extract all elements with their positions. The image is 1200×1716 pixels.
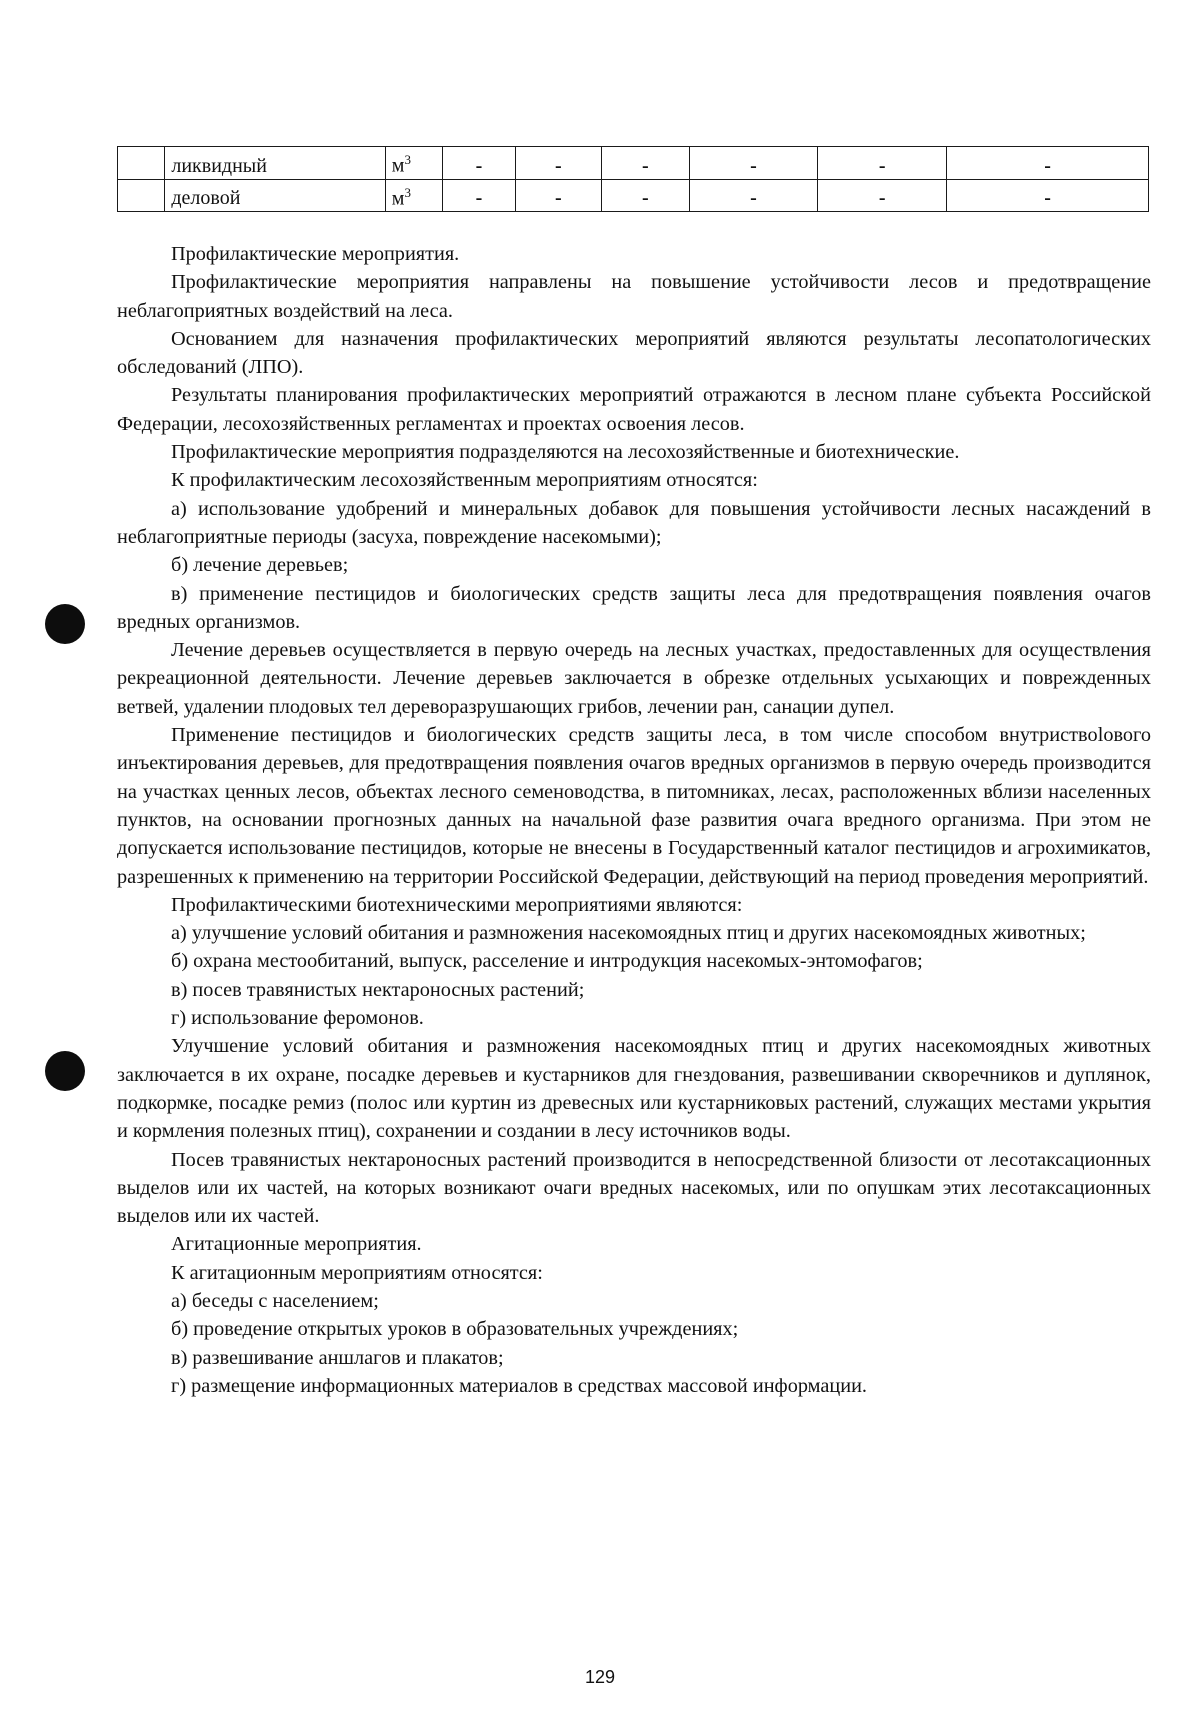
- paragraph: Применение пестицидов и биологических средств защиты леса, в том числе способом внутриствolового инъектирования деревьев, для предотвращения появления очагов вредных организмов в первую очередь производится на участках ценных лесов, объектах лесного семеноводства, в питомниках, лесах, расположенных вблизи населенных пунктов, на основании прогнозных данных на начальной фазе развития очага вредного организма. При этом не допускается использование пестицидов, которые не внесены в Государственный каталог пестицидов и агрохимикатов, разрешенных к применению на территории Российской Федерации, действующий на период проведения мероприятий.: [117, 724, 1151, 888]
- list-item: б) лечение деревьев;: [171, 554, 349, 577]
- value-cell: -: [515, 147, 602, 180]
- list-item: г) использование феромонов.: [171, 1007, 424, 1030]
- value-cell: -: [818, 179, 947, 212]
- unit-exponent: 3: [404, 184, 411, 200]
- value-cell: -: [515, 179, 602, 212]
- document-body: [117, 240, 1151, 1400]
- row-number-cell: [118, 147, 165, 180]
- list-item: б) охрана местообитаний, выпуск, расселение и интродукция насекомых-энтомофагов;: [171, 950, 923, 973]
- value-cell: -: [602, 147, 690, 180]
- paragraph: Посев травянистых нектароносных растений производится в непосредственной близости от лесотаксационных выделов или их частей, на которых возникают очаги вредных насекомых, или по опушкам этих лесотаксационных выделов или их частей.: [117, 1148, 1151, 1228]
- unit-exponent: 3: [404, 152, 411, 167]
- paragraph: Основанием для назначения профилактических мероприятий являются результаты лесопатологических обследований (ЛПО).: [117, 327, 1151, 379]
- binder-hole-top: [45, 604, 85, 644]
- paragraph: Агитационные мероприятия.: [171, 1233, 422, 1256]
- volume-table-fragment: [117, 146, 1149, 212]
- list-item: в) развешивание аншлагов и плакатов;: [171, 1346, 504, 1369]
- paragraph: Результаты планирования профилактических мероприятий отражаются в лесном плане субъекта Российской Федерации, лесохозяйственных регламентах и проектах освоения лесов.: [117, 384, 1151, 435]
- value-cell: -: [947, 179, 1149, 212]
- row-unit-cell: [385, 147, 443, 180]
- paragraph: Лечение деревьев осуществляется в первую очередь на лесных участках, предоставленных для осуществления рекреационной деятельности. Лечение деревьев заключается в обрезке отдельных усыхающих и поврежденных ветвей, удалении плодовых тел дереворазрушающих грибов, лечении ран, санации дупел.: [117, 639, 1151, 718]
- value-cell: -: [602, 179, 690, 212]
- unit-base: м: [391, 187, 405, 210]
- paragraph: Улучшение условий обитания и размножения насекомоядных птиц и других насекомоядных животных заключается в их охране, посадке деревьев и кустарников для гнездования, развешивании скворечников и дуплянок, подкормке, посадке ремиз (полос или куртин из древесных или кустарниковых растений, служащих местами укрытия и кормления полезных птиц), сохранении и создании в лесу источников воды.: [117, 1035, 1151, 1143]
- list-item: г) размещение информационных материалов в средствах массовой информации.: [171, 1374, 867, 1397]
- list-item: в) посев травянистых нектароносных растений;: [171, 978, 585, 1001]
- page-number: 129: [584, 1667, 616, 1687]
- paragraph: Профилактические мероприятия направлены на повышение устойчивости лесов и предотвращение неблагоприятных воздействий на леса.: [117, 271, 1151, 322]
- paragraph: Профилактические мероприятия подразделяются на лесохозяйственные и биотехнические.: [171, 441, 960, 464]
- list-item: а) использование удобрений и минеральных добавок для повышения устойчивости лесных насаждений в неблагоприятные периоды (засуха, повреждение насекомыми);: [117, 497, 1151, 548]
- paragraph: Профилактические мероприятия.: [171, 243, 460, 265]
- row-number-cell: [118, 179, 165, 212]
- value-cell: -: [443, 147, 515, 180]
- list-item: а) беседы с населением;: [171, 1289, 379, 1312]
- table-row: [118, 179, 1149, 212]
- row-label-cell: ликвидный: [165, 147, 385, 180]
- paragraph: К агитационным мероприятиям относятся:: [171, 1261, 543, 1284]
- paragraph: К профилактическим лесохозяйственным мероприятиям относятся:: [171, 469, 758, 492]
- binder-hole-bottom: [45, 1051, 85, 1091]
- value-cell: -: [818, 147, 947, 180]
- row-label-cell: деловой: [165, 179, 385, 212]
- value-cell: -: [947, 147, 1149, 180]
- list-item: а) улучшение условий обитания и размножения насекомоядных птиц и других насекомоядных животных;: [171, 922, 1086, 945]
- value-cell: -: [443, 179, 515, 212]
- list-item: б) проведение открытых уроков в образовательных учреждениях;: [171, 1318, 739, 1341]
- table-body: [118, 147, 1149, 212]
- unit-base: м: [391, 154, 405, 177]
- paragraph: Профилактическими биотехническими мероприятиями являются:: [171, 893, 743, 916]
- table-row: [118, 147, 1149, 180]
- value-cell: -: [689, 179, 818, 212]
- list-item: в) применение пестицидов и биологических средств защиты леса для предотвращения появления очагов вредных организмов.: [117, 582, 1151, 633]
- value-cell: -: [689, 147, 818, 180]
- row-unit-cell: [385, 179, 443, 212]
- volume-table: [117, 146, 1149, 212]
